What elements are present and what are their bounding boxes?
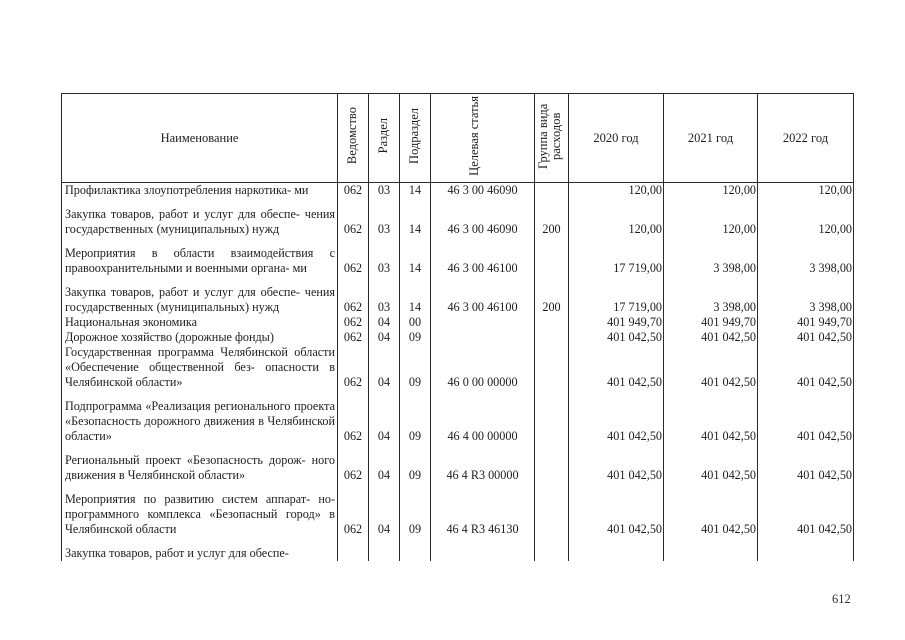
header-name: Наименование bbox=[62, 94, 338, 183]
row-2020: 17 719,00 bbox=[569, 285, 664, 315]
budget-table bbox=[61, 93, 854, 561]
table-row bbox=[62, 285, 854, 315]
row-podrazdel: 14 bbox=[400, 183, 431, 208]
row-razdel: 04 bbox=[369, 492, 400, 546]
header-podrazdel: Подраздел bbox=[400, 94, 431, 183]
row-2021: 3 398,00 bbox=[664, 246, 758, 285]
row-gruppa bbox=[535, 315, 569, 330]
row-gruppa bbox=[535, 546, 569, 561]
row-vedomstvo: 062 bbox=[338, 330, 369, 345]
table-row bbox=[62, 207, 854, 246]
row-2022 bbox=[758, 546, 854, 561]
row-celevaya bbox=[431, 330, 535, 345]
table-row bbox=[62, 246, 854, 285]
table-row bbox=[62, 492, 854, 546]
row-2021: 120,00 bbox=[664, 207, 758, 246]
row-celevaya: 46 4 00 00000 bbox=[431, 399, 535, 453]
row-name: Мероприятия в области взаимодействия с правоохранительными и военными органа- ми bbox=[62, 246, 338, 285]
row-2022: 401 042,50 bbox=[758, 330, 854, 345]
header-celevaya: Целевая статья bbox=[431, 94, 535, 183]
table-row bbox=[62, 399, 854, 453]
row-podrazdel: 14 bbox=[400, 246, 431, 285]
row-razdel: 04 bbox=[369, 453, 400, 492]
row-podrazdel: 14 bbox=[400, 285, 431, 315]
row-gruppa bbox=[535, 246, 569, 285]
row-gruppa: 200 bbox=[535, 285, 569, 315]
row-2020: 120,00 bbox=[569, 207, 664, 246]
row-2022: 3 398,00 bbox=[758, 285, 854, 315]
row-2021: 401 042,50 bbox=[664, 330, 758, 345]
row-razdel: 03 bbox=[369, 285, 400, 315]
row-name: Закупка товаров, работ и услуг для обеспе- чения государственных (муниципальных) нужд bbox=[62, 285, 338, 315]
row-celevaya: 46 3 00 46100 bbox=[431, 285, 535, 315]
row-name: Подпрограмма «Реализация регионального проекта «Безопасность дорожного движения в Челябинской области» bbox=[62, 399, 338, 453]
row-2020: 401 042,50 bbox=[569, 330, 664, 345]
row-2020: 17 719,00 bbox=[569, 246, 664, 285]
row-razdel: 04 bbox=[369, 330, 400, 345]
row-podrazdel: 09 bbox=[400, 330, 431, 345]
row-celevaya: 46 3 00 46100 bbox=[431, 246, 535, 285]
header-2020: 2020 год bbox=[569, 94, 664, 183]
row-name: Закупка товаров, работ и услуг для обеспе- чения государственных (муниципальных) нужд bbox=[62, 207, 338, 246]
header-2022: 2022 год bbox=[758, 94, 854, 183]
row-razdel: 04 bbox=[369, 345, 400, 399]
row-vedomstvo: 062 bbox=[338, 246, 369, 285]
row-2021: 401 042,50 bbox=[664, 453, 758, 492]
row-2022: 401 042,50 bbox=[758, 453, 854, 492]
table-body bbox=[62, 183, 854, 562]
row-podrazdel: 14 bbox=[400, 207, 431, 246]
row-2021 bbox=[664, 546, 758, 561]
row-podrazdel: 00 bbox=[400, 315, 431, 330]
row-podrazdel: 09 bbox=[400, 453, 431, 492]
row-celevaya: 46 0 00 00000 bbox=[431, 345, 535, 399]
row-podrazdel: 09 bbox=[400, 492, 431, 546]
row-2021: 401 949,70 bbox=[664, 315, 758, 330]
row-2021: 120,00 bbox=[664, 183, 758, 208]
row-vedomstvo bbox=[338, 546, 369, 561]
row-name: Региональный проект «Безопасность дорож- ного движения в Челябинской области» bbox=[62, 453, 338, 492]
row-name: Профилактика злоупотребления наркотика- ми bbox=[62, 183, 338, 208]
row-razdel: 03 bbox=[369, 246, 400, 285]
row-2021: 401 042,50 bbox=[664, 399, 758, 453]
row-vedomstvo: 062 bbox=[338, 492, 369, 546]
row-gruppa bbox=[535, 183, 569, 208]
table-header bbox=[62, 94, 854, 183]
row-2020: 120,00 bbox=[569, 183, 664, 208]
row-2022: 401 042,50 bbox=[758, 345, 854, 399]
row-vedomstvo: 062 bbox=[338, 183, 369, 208]
table-row bbox=[62, 345, 854, 399]
row-vedomstvo: 062 bbox=[338, 285, 369, 315]
row-2020: 401 042,50 bbox=[569, 345, 664, 399]
header-gruppa: Группа вида расходов bbox=[535, 94, 569, 183]
row-2022: 120,00 bbox=[758, 183, 854, 208]
row-gruppa: 200 bbox=[535, 207, 569, 246]
row-2022: 401 042,50 bbox=[758, 492, 854, 546]
row-podrazdel: 09 bbox=[400, 399, 431, 453]
row-vedomstvo: 062 bbox=[338, 345, 369, 399]
row-2022: 401 042,50 bbox=[758, 399, 854, 453]
table-row bbox=[62, 315, 854, 330]
row-2020: 401 042,50 bbox=[569, 453, 664, 492]
table-row bbox=[62, 183, 854, 208]
table-row bbox=[62, 330, 854, 345]
row-2021: 401 042,50 bbox=[664, 492, 758, 546]
row-gruppa bbox=[535, 492, 569, 546]
row-2020: 401 042,50 bbox=[569, 492, 664, 546]
row-2021: 401 042,50 bbox=[664, 345, 758, 399]
row-celevaya bbox=[431, 546, 535, 561]
row-2022: 120,00 bbox=[758, 207, 854, 246]
row-razdel: 03 bbox=[369, 183, 400, 208]
row-gruppa bbox=[535, 345, 569, 399]
row-celevaya: 46 3 00 46090 bbox=[431, 183, 535, 208]
row-vedomstvo: 062 bbox=[338, 453, 369, 492]
row-gruppa bbox=[535, 399, 569, 453]
header-2021: 2021 год bbox=[664, 94, 758, 183]
row-vedomstvo: 062 bbox=[338, 315, 369, 330]
row-name: Мероприятия по развитию систем аппарат- но-программного комплекса «Безопасный город» в Челябинской области bbox=[62, 492, 338, 546]
table-row bbox=[62, 453, 854, 492]
row-gruppa bbox=[535, 453, 569, 492]
row-razdel: 03 bbox=[369, 207, 400, 246]
row-vedomstvo: 062 bbox=[338, 399, 369, 453]
row-celevaya: 46 4 R3 00000 bbox=[431, 453, 535, 492]
row-name: Государственная программа Челябинской области «Обеспечение общественной без- опасности в Челябинской области» bbox=[62, 345, 338, 399]
row-razdel: 04 bbox=[369, 399, 400, 453]
row-2020 bbox=[569, 546, 664, 561]
row-2021: 3 398,00 bbox=[664, 285, 758, 315]
row-2022: 401 949,70 bbox=[758, 315, 854, 330]
page-number: 612 bbox=[832, 592, 851, 606]
row-name: Закупка товаров, работ и услуг для обеспе- bbox=[62, 546, 338, 561]
table-row bbox=[62, 546, 854, 561]
row-name: Дорожное хозяйство (дорожные фонды) bbox=[62, 330, 338, 345]
row-podrazdel bbox=[400, 546, 431, 561]
row-2022: 3 398,00 bbox=[758, 246, 854, 285]
row-razdel bbox=[369, 546, 400, 561]
header-razdel: Раздел bbox=[369, 94, 400, 183]
row-podrazdel: 09 bbox=[400, 345, 431, 399]
row-celevaya: 46 4 R3 46130 bbox=[431, 492, 535, 546]
row-gruppa bbox=[535, 330, 569, 345]
row-name: Национальная экономика bbox=[62, 315, 338, 330]
row-2020: 401 042,50 bbox=[569, 399, 664, 453]
row-celevaya: 46 3 00 46090 bbox=[431, 207, 535, 246]
header-vedomstvo: Ведомство bbox=[338, 94, 369, 183]
row-vedomstvo: 062 bbox=[338, 207, 369, 246]
row-celevaya bbox=[431, 315, 535, 330]
row-razdel: 04 bbox=[369, 315, 400, 330]
row-2020: 401 949,70 bbox=[569, 315, 664, 330]
